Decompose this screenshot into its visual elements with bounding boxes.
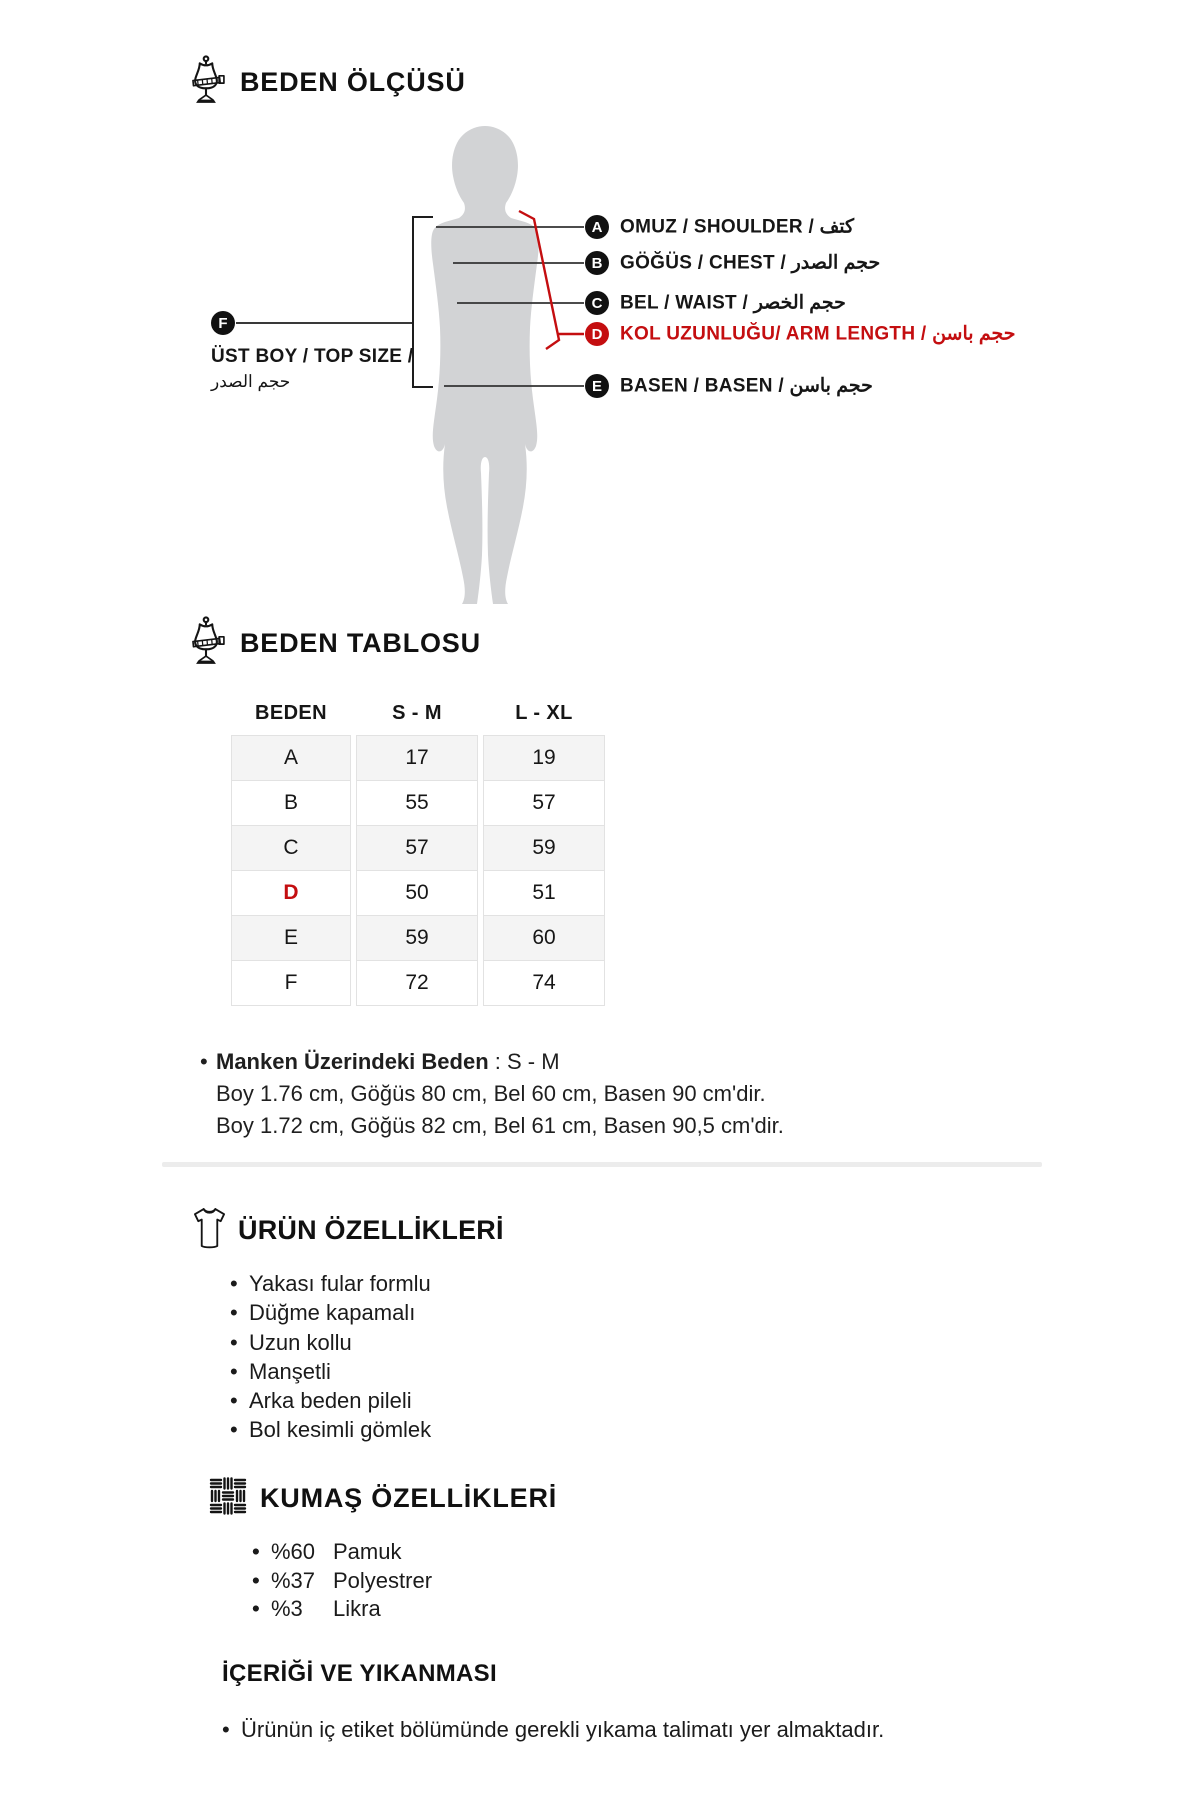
measure-badge-d: D xyxy=(585,322,609,346)
care-list xyxy=(222,1714,997,1745)
table-row: E 59 60 xyxy=(231,916,605,961)
table-row: D 50 51 xyxy=(231,871,605,916)
measure-label-basen: BASEN / BASEN / حجم باسن xyxy=(620,375,873,397)
fabric-name: Polyestrer xyxy=(333,1567,433,1593)
table-row: F 72 74 xyxy=(231,961,605,1006)
model-measurements-line: Boy 1.72 cm, Göğüs 82 cm, Bel 61 cm, Basen 90,5 cm'dir. xyxy=(216,1113,784,1138)
model-size-note xyxy=(200,1046,784,1142)
care-title: İÇERİĞİ VE YIKANMASI xyxy=(222,1660,497,1687)
feature-item: • Düğme kapamalı xyxy=(230,1298,431,1327)
size-table-header xyxy=(185,616,481,671)
model-size-line: • Manken Üzerindeki Beden : S - M xyxy=(200,1049,560,1074)
table-row: B 55 57 xyxy=(231,781,605,826)
table-row: A 17 19 xyxy=(231,735,605,781)
fabric-composition-list xyxy=(252,1538,432,1624)
column-header-sm: S - M xyxy=(392,701,442,724)
body-silhouette xyxy=(431,126,539,604)
model-size-label: Manken Üzerindeki Beden xyxy=(216,1049,489,1074)
feature-item: • Arka beden pileli xyxy=(230,1386,431,1415)
size-table xyxy=(226,695,610,1006)
feature-item: • Bol kesimli gömlek xyxy=(230,1415,431,1444)
fabric-percentage: %3 xyxy=(271,1596,303,1622)
column-header-beden: BEDEN xyxy=(254,701,327,724)
feature-item: • Yakası fular formlu xyxy=(230,1269,431,1298)
mannequin-icon xyxy=(185,616,227,671)
fabric-percentage: %37 xyxy=(271,1567,316,1593)
measure-label-waist: BEL / WAIST / حجم الخصر xyxy=(620,292,846,314)
feature-item: • Uzun kollu xyxy=(230,1328,431,1357)
table-row: C 57 59 xyxy=(231,826,605,871)
section-divider xyxy=(162,1162,1042,1167)
model-size-value: : S - M xyxy=(494,1049,560,1074)
size-table-title: BEDEN TABLOSU xyxy=(240,628,481,658)
model-measurements-line: Boy 1.76 cm, Göğüs 80 cm, Bel 60 cm, Basen 90 cm'dir. xyxy=(216,1081,766,1106)
measure-badge-f: F xyxy=(211,311,235,335)
care-item: • Ürünün iç etiket bölümünde gerekli yıkama talimatı yer almaktadır. xyxy=(222,1714,997,1745)
measure-label-chest: GÖĞÜS / CHEST / حجم الصدر xyxy=(620,252,881,274)
size-table-header-row xyxy=(231,695,605,735)
measure-label-top-size: ÜST BOY / TOP SIZE / xyxy=(211,346,414,367)
measure-badge-e: E xyxy=(585,374,609,398)
fabric-features-header xyxy=(208,1476,557,1521)
measure-badge-b: B xyxy=(585,251,609,275)
product-features-header xyxy=(192,1206,504,1255)
size-measure-header xyxy=(185,55,466,110)
mannequin-icon xyxy=(185,55,227,110)
product-features-list xyxy=(230,1269,431,1445)
fabric-weave-icon xyxy=(208,1476,248,1521)
measure-label-shoulder: OMUZ / SHOULDER / كتف xyxy=(620,216,855,238)
measure-label-arm-length: KOL UZUNLUĞU/ ARM LENGTH / حجم باسن xyxy=(620,323,1016,345)
feature-item: • Manşetli xyxy=(230,1357,431,1386)
fabric-item: • • %37 Polyestrer xyxy=(252,1567,432,1596)
fabric-name: Likra xyxy=(333,1596,381,1622)
product-features-title: ÜRÜN ÖZELLİKLERİ xyxy=(238,1215,504,1245)
size-measure-title: BEDEN ÖLÇÜSÜ xyxy=(240,67,466,97)
measure-badge-a: A xyxy=(585,215,609,239)
measure-badge-c: C xyxy=(585,291,609,315)
measure-label-top-size-arabic: حجم الصدر xyxy=(211,372,291,391)
fabric-name: Pamuk xyxy=(333,1539,402,1564)
fabric-percentage: %60 xyxy=(271,1539,316,1564)
fabric-item: • • %60 Pamuk xyxy=(252,1538,432,1567)
tshirt-icon xyxy=(192,1206,227,1255)
column-header-lxl: L - XL xyxy=(515,701,573,724)
fabric-features-title: KUMAŞ ÖZELLİKLERİ xyxy=(260,1483,558,1513)
fabric-item: • • %3 Likra xyxy=(252,1595,432,1624)
